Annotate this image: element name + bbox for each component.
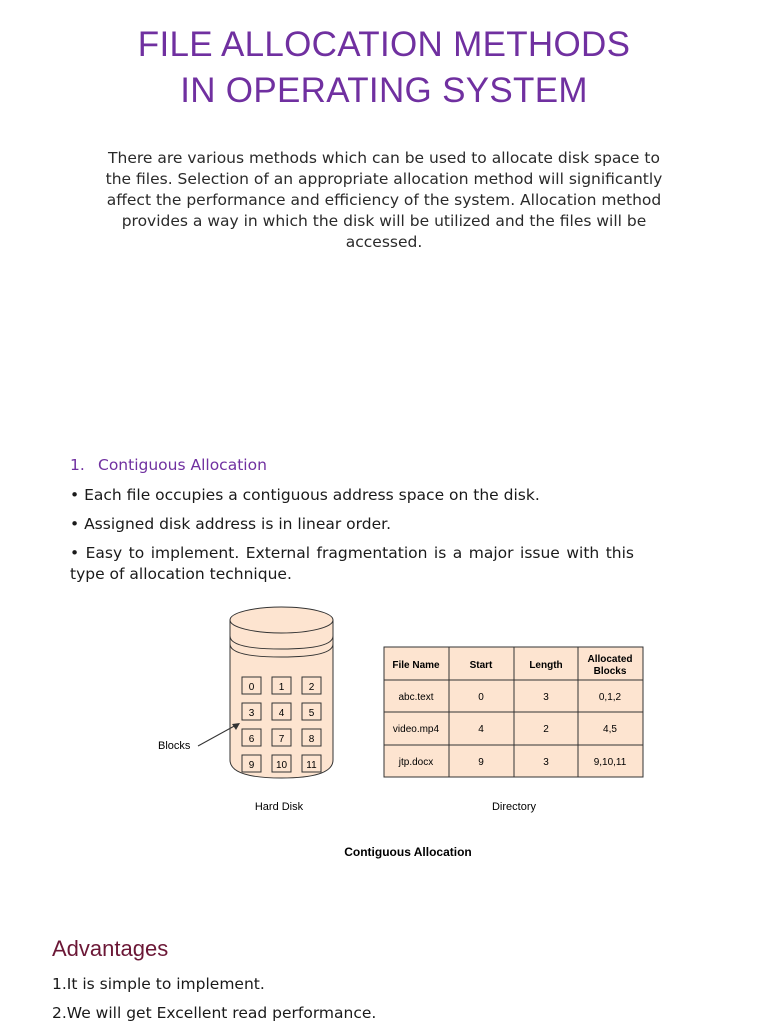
table-cell: 3 bbox=[543, 757, 549, 768]
disk-top bbox=[230, 607, 333, 633]
advantages-list bbox=[52, 974, 376, 1032]
disk-body bbox=[230, 620, 333, 778]
table-header: Allocated bbox=[587, 654, 633, 665]
block-label: 7 bbox=[278, 734, 285, 745]
directory-label: Directory bbox=[491, 801, 537, 813]
advantages-heading: Advantages bbox=[52, 936, 169, 961]
block-label: 5 bbox=[308, 708, 315, 719]
intro-paragraph: There are various methods which can be used to allocate disk space to the files. Selection of an appropriate allocation method will significantly affect the performance and efficiency of the system. Allocation method provides a way in which the disk will be utilized and the files will be accessed. bbox=[105, 149, 663, 251]
table-cell: jtp.docx bbox=[398, 757, 434, 768]
page-title bbox=[0, 22, 768, 114]
block-label: 1 bbox=[278, 682, 285, 693]
title-line-2: IN OPERATING SYSTEM bbox=[180, 71, 588, 110]
table-header: File Name bbox=[392, 660, 440, 671]
block-label: 2 bbox=[308, 682, 315, 693]
block-label: 8 bbox=[308, 734, 315, 745]
advantage-item: 1.It is simple to implement. bbox=[52, 975, 265, 993]
blocks-label: Blocks bbox=[158, 740, 191, 752]
bullet-item: • Easy to implement. External fragmentation is a major issue with this type of allocation technique. bbox=[70, 544, 634, 583]
section-number: 1. bbox=[70, 456, 85, 474]
directory-table bbox=[384, 647, 643, 777]
block-label: 9 bbox=[248, 760, 255, 771]
table-cell: video.mp4 bbox=[392, 724, 440, 735]
title-line-1: FILE ALLOCATION METHODS bbox=[137, 25, 631, 64]
block-label: 11 bbox=[306, 760, 317, 771]
bullet-list bbox=[70, 485, 634, 593]
table-cell: 9,10,11 bbox=[593, 757, 627, 768]
table-header: Length bbox=[529, 660, 563, 671]
table-header: Blocks bbox=[593, 666, 627, 677]
table-header: Start bbox=[469, 660, 493, 671]
hard-disk-label: Hard Disk bbox=[254, 801, 304, 813]
bullet-item: • Each file occupies a contiguous address space on the disk. bbox=[70, 486, 540, 504]
contiguous-allocation-diagram bbox=[150, 600, 650, 870]
table-cell: 3 bbox=[543, 692, 549, 703]
table-cell: 4 bbox=[478, 724, 484, 735]
block-label: 4 bbox=[278, 708, 285, 719]
table-cell: 0,1,2 bbox=[598, 692, 622, 703]
block-label: 6 bbox=[248, 734, 255, 745]
section-heading bbox=[70, 456, 267, 474]
bullet-item: • Assigned disk address is in linear order. bbox=[70, 515, 392, 533]
table-cell: 0 bbox=[478, 692, 484, 703]
block-label: 3 bbox=[248, 708, 255, 719]
table-cell: 4,5 bbox=[603, 724, 617, 735]
diagram-caption: Contiguous Allocation bbox=[344, 845, 472, 859]
table-cell: 2 bbox=[543, 724, 549, 735]
advantage-item: 2.We will get Excellent read performance. bbox=[52, 1004, 377, 1022]
section-title: Contiguous Allocation bbox=[98, 456, 267, 474]
table-cell: abc.text bbox=[398, 692, 434, 703]
block-label: 10 bbox=[275, 760, 288, 771]
table-cell: 9 bbox=[478, 757, 484, 768]
block-label: 0 bbox=[248, 682, 255, 693]
